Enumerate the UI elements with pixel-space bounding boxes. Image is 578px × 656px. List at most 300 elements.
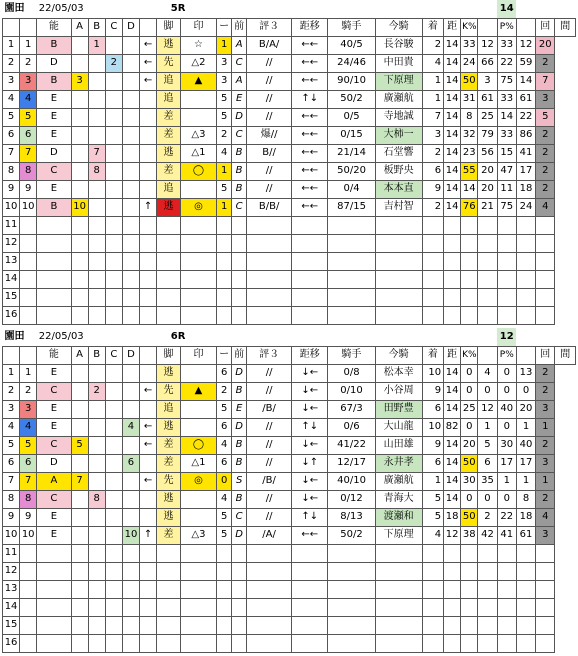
hyo3-value: B/A/ [247, 36, 292, 54]
p-percent: 47 [497, 162, 516, 180]
table-row[interactable] [3, 508, 576, 526]
odds-value: 67/3 [328, 400, 375, 418]
waku-number: 10 [20, 526, 37, 544]
row-number: 1 [3, 36, 20, 54]
col-b [88, 418, 105, 436]
p-percent: 0 [497, 364, 516, 382]
header-kyaku: 脚 [157, 346, 181, 364]
kon-ki: 9 [422, 382, 443, 400]
table-row[interactable] [3, 472, 576, 490]
mae-grade: A [232, 72, 247, 90]
kon-ki: 2 [422, 198, 443, 216]
col-d [122, 508, 139, 526]
waku-number: 9 [20, 180, 37, 198]
waku-number: 9 [20, 508, 37, 526]
hyo3-value: // [247, 454, 292, 472]
k-percent: 55 [461, 162, 478, 180]
mae-grade: E [232, 90, 247, 108]
table-row[interactable] [3, 36, 576, 54]
header-p: P% [497, 18, 516, 36]
nou-grade: E [37, 526, 71, 544]
col-d [122, 54, 139, 72]
kon-ki: 10 [422, 364, 443, 382]
hyo3-value: // [247, 180, 292, 198]
header-hyo3: 評３ [247, 18, 292, 36]
kai-count: 41 [516, 144, 535, 162]
jockey-name: 廣瀬航 [375, 472, 422, 490]
col-a: 10 [71, 198, 88, 216]
kyaku-style: 逃 [157, 490, 181, 508]
col-d [122, 90, 139, 108]
k-percent: 8 [461, 108, 478, 126]
chaku-value: 12 [444, 526, 461, 544]
dash-value: 5 [217, 108, 232, 126]
d-value: 12 [478, 36, 497, 54]
kyaku-style: 逃 [157, 144, 181, 162]
jockey-name: 小谷周 [375, 382, 422, 400]
mae-grade: C [232, 198, 247, 216]
empty-row [3, 562, 576, 580]
waku-number: 10 [20, 198, 37, 216]
p-percent: 0 [497, 490, 516, 508]
kan-value: 5 [536, 108, 555, 126]
kan-value: 2 [536, 54, 555, 72]
kyori-move: ↑↓ [292, 508, 328, 526]
empty-row [3, 234, 576, 252]
arrow-mark: ← [140, 382, 157, 400]
kai-count: 12 [516, 36, 535, 54]
row-number: 1 [3, 364, 20, 382]
row-number: 16 [3, 306, 20, 324]
col-d [122, 382, 139, 400]
mae-grade: D [232, 418, 247, 436]
prediction-mark [180, 180, 216, 198]
distance-badge: 14 [497, 0, 516, 18]
waku-number: 6 [20, 454, 37, 472]
p-percent: 40 [497, 400, 516, 418]
row-number: 8 [3, 162, 20, 180]
table-row[interactable] [3, 144, 576, 162]
col-c [105, 36, 122, 54]
kyaku-style: 差 [157, 526, 181, 544]
hyo3-value: // [247, 72, 292, 90]
header-row [3, 346, 576, 364]
mae-grade: B [232, 144, 247, 162]
kyaku-style: 先 [157, 472, 181, 490]
col-d: 10 [122, 526, 139, 544]
k-percent: 76 [461, 198, 478, 216]
mae-grade: C [232, 508, 247, 526]
table-row[interactable] [3, 436, 576, 454]
p-percent: 75 [497, 198, 516, 216]
col-c [105, 162, 122, 180]
kyori-move: ↑↓ [292, 418, 328, 436]
row-number: 5 [3, 436, 20, 454]
jockey-name: 本本直 [375, 180, 422, 198]
kon-ki: 2 [422, 144, 443, 162]
kon-ki: 7 [422, 108, 443, 126]
kai-count: 40 [516, 436, 535, 454]
dash-value: 6 [217, 454, 232, 472]
row-number: 4 [3, 90, 20, 108]
p-percent: 0 [497, 418, 516, 436]
table-row[interactable] [3, 162, 576, 180]
table-row[interactable] [3, 382, 576, 400]
col-b [88, 436, 105, 454]
p-percent: 33 [497, 126, 516, 144]
kon-ki: 6 [422, 400, 443, 418]
arrow-mark [140, 454, 157, 472]
table-row[interactable] [3, 54, 576, 72]
kan-value: 1 [536, 472, 555, 490]
header-nou: 能 [37, 18, 71, 36]
odds-value: 50/2 [328, 526, 375, 544]
table-row[interactable] [3, 108, 576, 126]
arrow-mark [140, 126, 157, 144]
kon-ki: 5 [422, 508, 443, 526]
arrow-mark: ↑ [140, 198, 157, 216]
dash-value: 4 [217, 144, 232, 162]
col-b [88, 400, 105, 418]
row-number: 13 [3, 252, 20, 270]
arrow-mark [140, 400, 157, 418]
odds-value: 87/15 [328, 198, 375, 216]
kan-value: 4 [536, 198, 555, 216]
table-row[interactable] [3, 418, 576, 436]
prediction-mark [180, 400, 216, 418]
dash-value: 5 [217, 90, 232, 108]
kyori-move: ←← [292, 144, 328, 162]
header-b: B [88, 18, 105, 36]
empty-row [3, 270, 576, 288]
k-percent: 23 [461, 144, 478, 162]
kai-count: 86 [516, 126, 535, 144]
row-number: 13 [3, 580, 20, 598]
header-b: B [88, 346, 105, 364]
nou-grade: C [37, 382, 71, 400]
kai-count: 17 [516, 162, 535, 180]
race-table [2, 0, 576, 325]
kyori-move: ←← [292, 198, 328, 216]
col-d [122, 198, 139, 216]
hyo3-value: B// [247, 144, 292, 162]
p-percent: 15 [497, 144, 516, 162]
header-c: C [105, 346, 122, 364]
header-mae: 前 [232, 18, 247, 36]
kon-ki: 2 [422, 36, 443, 54]
kyaku-style: 先 [157, 382, 181, 400]
row-number: 14 [3, 598, 20, 616]
col-a [71, 382, 88, 400]
mae-grade: E [232, 400, 247, 418]
k-percent: 50 [461, 72, 478, 90]
col-d [122, 400, 139, 418]
odds-value: 0/15 [328, 126, 375, 144]
k-percent: 20 [461, 436, 478, 454]
col-c [105, 436, 122, 454]
table-row[interactable] [3, 454, 576, 472]
p-percent: 33 [497, 36, 516, 54]
dash-value: 3 [217, 54, 232, 72]
p-percent: 22 [497, 54, 516, 72]
header-k: K% [461, 18, 478, 36]
hyo3-value: // [247, 54, 292, 72]
odds-value: 50/2 [328, 90, 375, 108]
chaku-value: 14 [444, 454, 461, 472]
mae-grade: B [232, 382, 247, 400]
prediction-mark [180, 90, 216, 108]
d-value: 42 [478, 526, 497, 544]
dash-value: 3 [217, 72, 232, 90]
table-row[interactable] [3, 126, 576, 144]
dash-value: 2 [217, 126, 232, 144]
row-number: 3 [3, 400, 20, 418]
row-number: 6 [3, 126, 20, 144]
kon-ki: 1 [422, 472, 443, 490]
track-name: 園田 [4, 330, 25, 342]
odds-value: 90/10 [328, 72, 375, 90]
waku-number: 8 [20, 162, 37, 180]
race-number: 6R [170, 330, 186, 342]
chaku-value: 14 [444, 90, 461, 108]
row-number: 14 [3, 270, 20, 288]
chaku-value: 18 [444, 508, 461, 526]
chaku-value: 14 [444, 36, 461, 54]
header-mae: 前 [232, 346, 247, 364]
d-value: 61 [478, 90, 497, 108]
odds-value: 40/10 [328, 472, 375, 490]
arrow-mark [140, 108, 157, 126]
prediction-mark: △2 [180, 54, 216, 72]
odds-value: 21/14 [328, 144, 375, 162]
prediction-mark: ▲ [180, 382, 216, 400]
waku-number: 7 [20, 144, 37, 162]
mae-grade: D [232, 526, 247, 544]
col-a [71, 144, 88, 162]
kyori-move: ←← [292, 126, 328, 144]
nou-grade: D [37, 54, 71, 72]
col-a [71, 108, 88, 126]
row-number: 7 [3, 144, 20, 162]
prediction-mark: △1 [180, 144, 216, 162]
table-row[interactable] [3, 364, 576, 382]
jockey-name: 下原理 [375, 72, 422, 90]
prediction-mark [180, 490, 216, 508]
prediction-mark: ◯ [180, 436, 216, 454]
kon-ki: 1 [422, 90, 443, 108]
waku-number: 6 [20, 126, 37, 144]
header-p: P% [497, 346, 516, 364]
col-c [105, 526, 122, 544]
k-percent: 50 [461, 508, 478, 526]
waku-number: 8 [20, 490, 37, 508]
row-number: 11 [3, 544, 20, 562]
kon-ki: 9 [422, 180, 443, 198]
kyori-move: ←← [292, 36, 328, 54]
empty-row [3, 634, 576, 652]
nou-grade: E [37, 126, 71, 144]
header-kon: 今騎 [375, 346, 422, 364]
header-kyo: 距 [444, 18, 461, 36]
p-percent: 11 [497, 180, 516, 198]
table-row[interactable] [3, 198, 576, 216]
hyo3-value: /B/ [247, 400, 292, 418]
chaku-value: 14 [444, 490, 461, 508]
table-row[interactable] [3, 526, 576, 544]
row-number: 5 [3, 108, 20, 126]
col-c [105, 108, 122, 126]
p-percent: 0 [497, 382, 516, 400]
row-number: 12 [3, 562, 20, 580]
header-shirushi: 印 [180, 18, 216, 36]
col-b [88, 526, 105, 544]
col-a [71, 490, 88, 508]
col-d [122, 144, 139, 162]
jockey-name: 吉村智 [375, 198, 422, 216]
header-nou: 能 [37, 346, 71, 364]
odds-value: 0/8 [328, 364, 375, 382]
dash-value: 2 [217, 382, 232, 400]
waku-number: 4 [20, 418, 37, 436]
kai-count: 20 [516, 400, 535, 418]
table-row[interactable] [3, 72, 576, 90]
nou-grade: E [37, 90, 71, 108]
odds-value: 0/10 [328, 382, 375, 400]
k-percent: 0 [461, 490, 478, 508]
kyaku-style: 差 [157, 454, 181, 472]
table-row[interactable] [3, 180, 576, 198]
kyaku-style: 逃 [157, 418, 181, 436]
col-c [105, 454, 122, 472]
row-number: 12 [3, 234, 20, 252]
mae-grade: D [232, 364, 247, 382]
col-d [122, 162, 139, 180]
col-a [71, 400, 88, 418]
kyori-move: ←← [292, 526, 328, 544]
table-row[interactable] [3, 400, 576, 418]
prediction-mark: △1 [180, 454, 216, 472]
mae-grade: B [232, 162, 247, 180]
p-percent: 1 [497, 472, 516, 490]
kan-value: 3 [536, 526, 555, 544]
k-percent: 38 [461, 526, 478, 544]
arrow-mark [140, 490, 157, 508]
row-number: 8 [3, 490, 20, 508]
col-a [71, 36, 88, 54]
jockey-name: 中田貴 [375, 54, 422, 72]
row-number: 9 [3, 180, 20, 198]
k-percent: 33 [461, 36, 478, 54]
d-value: 56 [478, 144, 497, 162]
kyaku-style: 追 [157, 400, 181, 418]
header-dash: ー [217, 346, 232, 364]
mae-grade: C [232, 54, 247, 72]
kyaku-style: 先 [157, 54, 181, 72]
table-row[interactable] [3, 90, 576, 108]
kai-count: 14 [516, 72, 535, 90]
row-number: 15 [3, 616, 20, 634]
kyori-move: ↓← [292, 400, 328, 418]
waku-number: 3 [20, 72, 37, 90]
col-a [71, 526, 88, 544]
odds-value: 40/5 [328, 36, 375, 54]
empty-row [3, 252, 576, 270]
prediction-mark [180, 364, 216, 382]
col-b [88, 54, 105, 72]
kan-value: 1 [536, 418, 555, 436]
odds-value: 41/22 [328, 436, 375, 454]
header-kon: 今騎 [375, 18, 422, 36]
chaku-value: 14 [444, 54, 461, 72]
kyaku-style: 追 [157, 90, 181, 108]
row-number: 2 [3, 54, 20, 72]
col-c [105, 364, 122, 382]
chaku-value: 14 [444, 382, 461, 400]
d-value: 6 [478, 454, 497, 472]
header-kyo: 距 [444, 346, 461, 364]
col-d [122, 436, 139, 454]
kyaku-style: 追 [157, 180, 181, 198]
arrow-mark: ← [140, 72, 157, 90]
header-d: D [122, 346, 139, 364]
jockey-name: 山田雄 [375, 436, 422, 454]
col-b [88, 454, 105, 472]
k-percent: 14 [461, 180, 478, 198]
waku-number: 2 [20, 382, 37, 400]
jockey-name: 下原理 [375, 526, 422, 544]
dash-value: 4 [217, 490, 232, 508]
kyaku-style: 差 [157, 126, 181, 144]
prediction-mark: ◯ [180, 162, 216, 180]
table-row[interactable] [3, 490, 576, 508]
col-d [122, 72, 139, 90]
col-b: 1 [88, 36, 105, 54]
prediction-mark [180, 508, 216, 526]
header-chaku: 着 [422, 346, 443, 364]
d-value: 66 [478, 54, 497, 72]
p-percent: 22 [497, 508, 516, 526]
kan-value: 2 [536, 364, 555, 382]
odds-value: 24/46 [328, 54, 375, 72]
header-row [3, 18, 576, 36]
header-a: A [71, 18, 88, 36]
p-percent: 41 [497, 526, 516, 544]
waku-number: 3 [20, 400, 37, 418]
kan-value: 2 [536, 490, 555, 508]
header-jockey: 騎手 [328, 346, 375, 364]
empty-row [3, 288, 576, 306]
d-value: 2 [478, 508, 497, 526]
kan-value: 2 [536, 436, 555, 454]
kyaku-style: 差 [157, 436, 181, 454]
jockey-name: 青海大 [375, 490, 422, 508]
arrow-mark: ← [140, 436, 157, 454]
k-percent: 24 [461, 54, 478, 72]
col-a: 5 [71, 436, 88, 454]
arrow-mark: ↑ [140, 526, 157, 544]
kan-value: 20 [536, 36, 555, 54]
header-kai: 回 [536, 346, 555, 364]
col-c [105, 198, 122, 216]
kyaku-style: 逃 [157, 36, 181, 54]
hyo3-value: B/B/ [247, 198, 292, 216]
row-number: 16 [3, 634, 20, 652]
kon-ki: 1 [422, 72, 443, 90]
nou-grade: E [37, 508, 71, 526]
hyo3-value: // [247, 418, 292, 436]
hyo3-value: /A/ [247, 526, 292, 544]
nou-grade: D [37, 454, 71, 472]
